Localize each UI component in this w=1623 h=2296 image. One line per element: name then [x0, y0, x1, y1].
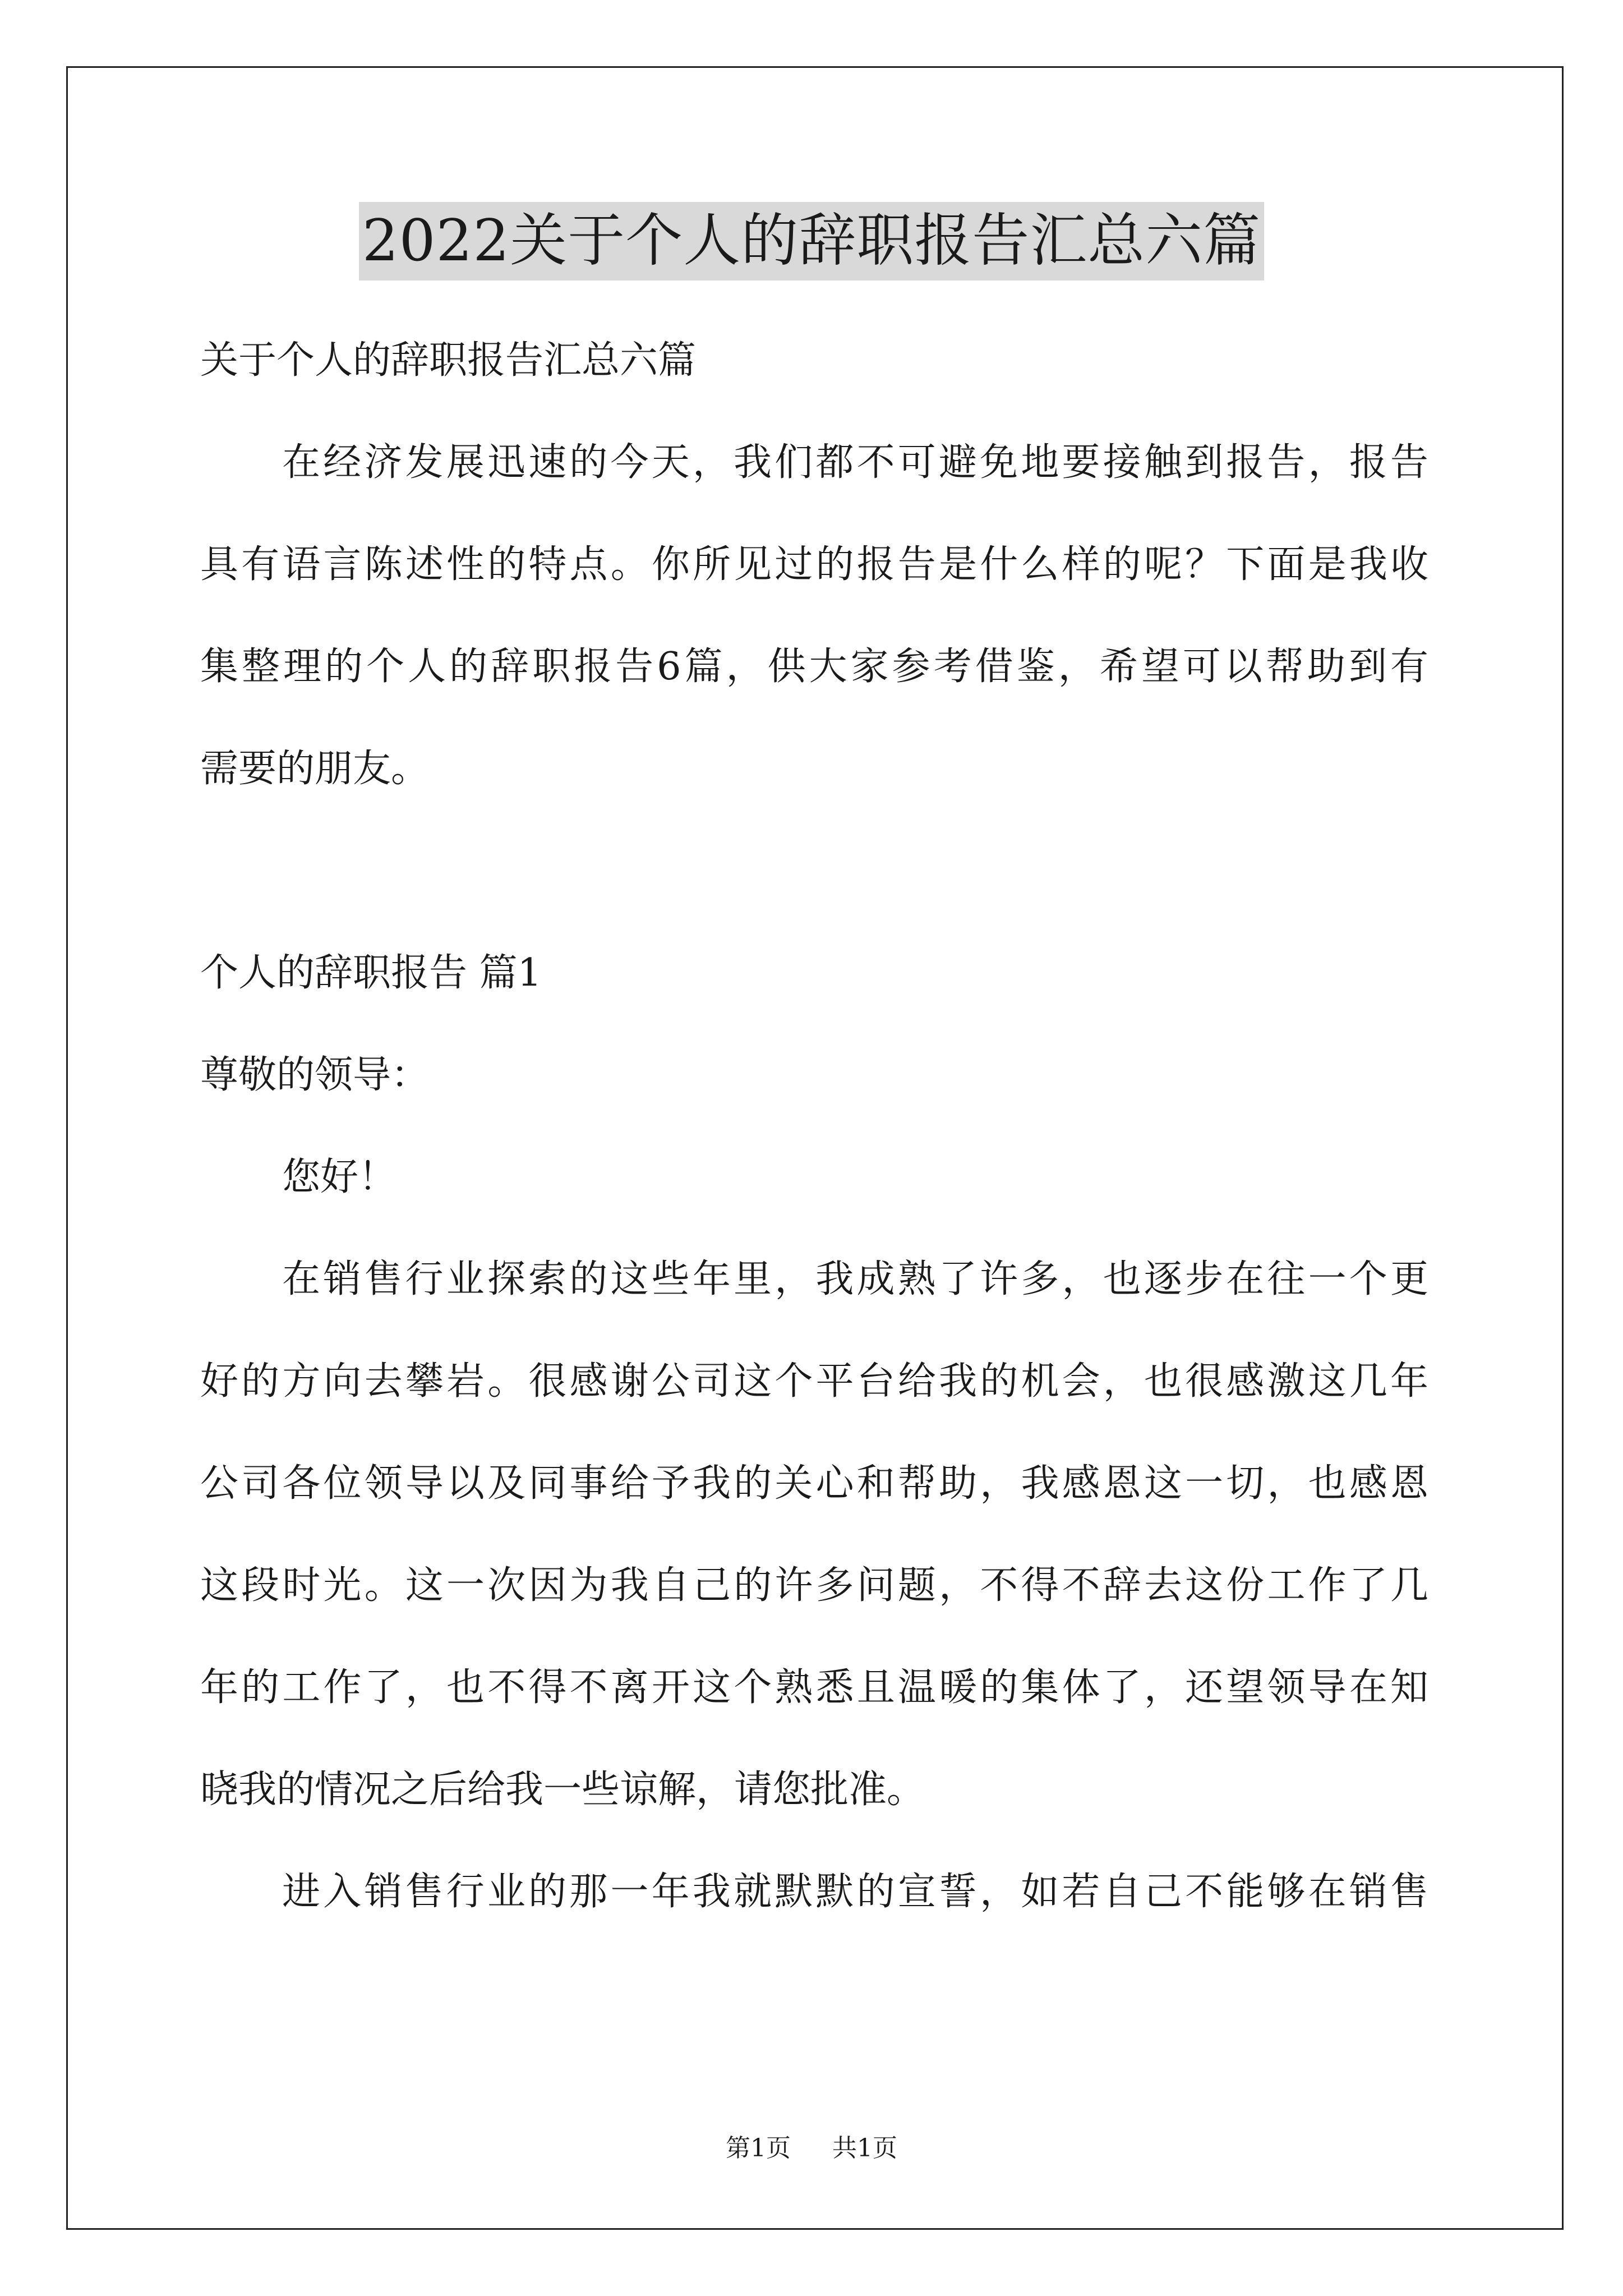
paragraph-line: 晓我的情况之后给我一些谅解，请您批准。 — [200, 1768, 925, 1812]
paragraph-line: 在经济发展迅速的今天，我们都不可避免地要接触到报告，报告 — [282, 440, 1428, 485]
paragraph-line: 在销售行业探索的这些年里，我成熟了许多，也逐步在往一个更 — [282, 1257, 1428, 1301]
paragraph-line: 具有语言陈述性的特点。你所见过的报告是什么样的呢？下面是我收 — [200, 542, 1428, 587]
document-title — [0, 202, 1623, 280]
document-title-text: 2022关于个人的辞职报告汇总六篇 — [359, 202, 1265, 280]
section-heading: 个人的辞职报告 篇1 — [200, 951, 542, 995]
paragraph-line: 年的工作了，也不得不离开这个熟悉且温暖的集体了，还望领导在知 — [200, 1665, 1428, 1710]
paragraph-line: 集整理的个人的辞职报告6篇，供大家参考借鉴，希望可以帮助到有 — [200, 645, 1428, 689]
page-total: 共1页 — [832, 2134, 897, 2162]
page-number: 第1页 — [726, 2134, 791, 2162]
greeting-line: 您好！ — [282, 1155, 397, 1199]
page-footer — [0, 2132, 1623, 2165]
paragraph-line: 这段时光。这一次因为我自己的许多问题，不得不辞去这份工作了几 — [200, 1563, 1428, 1608]
salutation-line: 尊敬的领导： — [200, 1053, 430, 1097]
subtitle-line: 关于个人的辞职报告汇总六篇 — [200, 338, 697, 383]
blank-line — [200, 820, 1428, 922]
paragraph-line: 进入销售行业的那一年我就默默的宣誓，如若自己不能够在销售 — [282, 1870, 1428, 1914]
paragraph-line: 好的方向去攀岩。很感谢公司这个平台给我的机会，也很感激这几年 — [200, 1359, 1428, 1404]
paragraph-line: 需要的朋友。 — [200, 747, 430, 791]
paragraph-line: 公司各位领导以及同事给予我的关心和帮助，我感恩这一切，也感恩 — [200, 1461, 1428, 1506]
document-body — [200, 310, 1428, 1943]
